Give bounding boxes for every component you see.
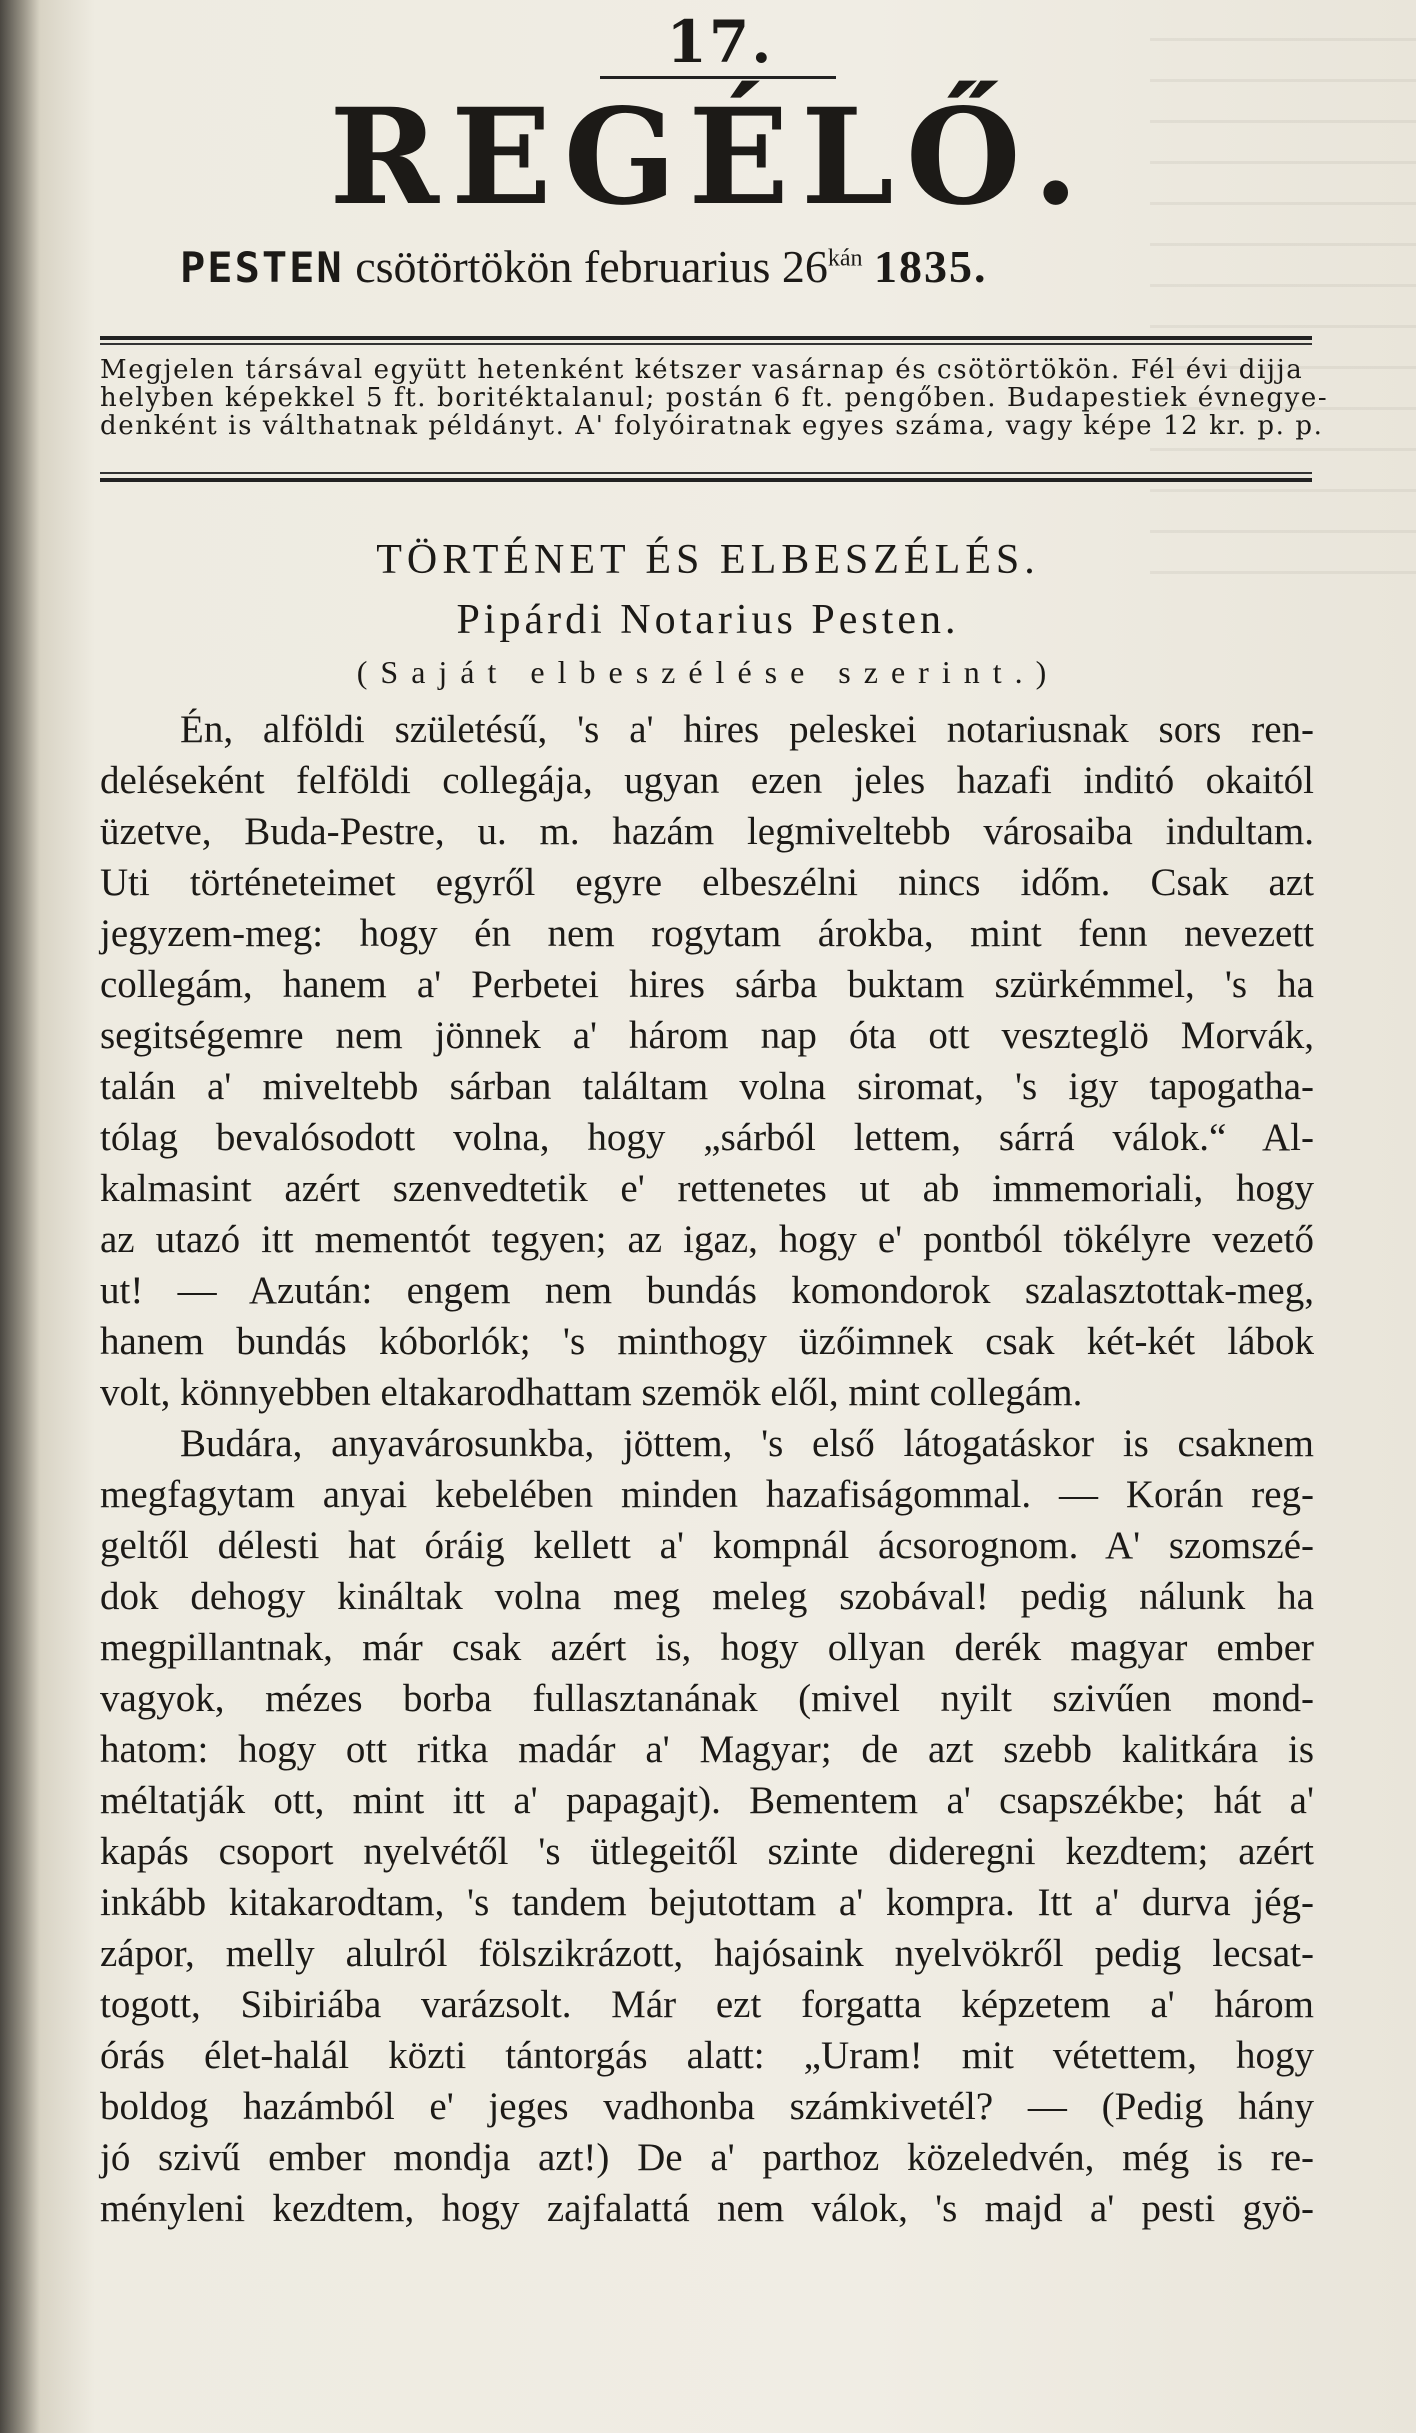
body-line: collegám, hanem a' Perbetei hires sárba buktam szürkémmel, 's ha: [100, 963, 1314, 1006]
body-line: deléseként felföldi collegája, ugyan ezen jeles hazafi inditó okaitól: [100, 759, 1314, 802]
header-rule-bottom: [100, 478, 1312, 482]
body-line: megfagytam anyai kebelében minden hazafiságommal. — Korán reg-: [100, 1473, 1314, 1516]
issue-rule: [600, 76, 836, 79]
page-gutter-shadow: [0, 0, 40, 2433]
body-line: volt, könnyebben eltakarodhattam szemök elől, mint collegám.: [100, 1371, 1083, 1414]
body-line: jegyzem-meg: hogy én nem rogytam árokba, mint fenn nevezett: [100, 912, 1314, 955]
body-line: Én, alföldi születésű, 's a' hires peleskei notariusnak sors ren-: [180, 708, 1314, 751]
body-line: az utazó itt mementót tegyen; az igaz, hogy e' pontból tökélyre vezető: [100, 1218, 1314, 1261]
notice-line: Megjelen társával együtt hetenként kétszer vasárnap és csötörtökön. Fél évi dijja: [100, 355, 1304, 385]
body-line: kapás csoport nyelvétől 's ütlegeitől szinte dideregni kezdtem; azért: [100, 1830, 1314, 1873]
body-line: togott, Sibiriába varázsolt. Már ezt forgatta képzetem a' három: [100, 1983, 1314, 2026]
body-line: megpillantnak, már csak azért is, hogy ollyan derék magyar ember: [100, 1626, 1314, 1669]
body-line: üzetve, Buda-Pestre, u. m. hazám legmiveltebb városaiba indultam.: [100, 810, 1314, 853]
body-line: méltatják ott, mint itt a' papagajt). Bementem a' csapszékbe; hát a': [100, 1779, 1314, 1822]
body-line: hatom: hogy ott ritka madár a' Magyar; de azt szebb kalitkára is: [100, 1728, 1314, 1771]
header-rule-top-thin: [100, 343, 1312, 345]
dateline-date: csötörtökön februarius 26: [355, 241, 828, 292]
body-line: dok dehogy kináltak volna meg meleg szobával! pedig nálunk ha: [100, 1575, 1314, 1618]
article-title: Pipárdi Notarius Pesten.: [456, 597, 960, 643]
body-line: vagyok, mézes borba fullasztanának (mivel nyilt szivűen mond-: [100, 1677, 1314, 1720]
notice-line: helyben képekkel 5 ft. boritéktalanul; postán 6 ft. pengőben. Budapestiek évnegye-: [100, 383, 1329, 413]
body-line: ut! — Azután: engem nem bundás komondorok szalasztottak-meg,: [100, 1269, 1314, 1312]
notice-line: denként is válthatnak példányt. A' folyóiratnak egyes száma, vagy képe 12 kr. p. p.: [100, 411, 1324, 441]
body-line: ményleni kezdtem, hogy zajfalattá nem válok, 's majd a' pesti gyö-: [100, 2187, 1314, 2230]
article-body: [100, 704, 1314, 2234]
section-title: TÖRTÉNET ÉS ELBESZÉLÉS.: [376, 537, 1040, 583]
body-line: Budára, anyavárosunkba, jöttem, 's első látogatáskor is csaknem: [180, 1422, 1314, 1465]
show-through-texture: [1150, 0, 1416, 600]
body-line: talán a' miveltebb sárban találtam volna siromat, 's igy tapogatha-: [100, 1065, 1314, 1108]
header-rule-top: [100, 336, 1312, 340]
body-line: boldog hazámból e' jeges vadhonba számkivetél? — (Pedig hány: [100, 2085, 1314, 2128]
dateline-year: 1835.: [874, 241, 988, 292]
body-line: kalmasint azért szenvedtetik e' rettenetes ut ab immemoriali, hogy: [100, 1167, 1314, 1210]
masthead-title: REGÉLŐ.: [329, 80, 1091, 235]
body-line: inkább kitakarodtam, 's tandem bejutottam a' kompra. Itt a' durva jég-: [100, 1881, 1314, 1924]
body-line: hanem bundás kóborlók; 's minthogy üzőimnek csak két-két lábok: [100, 1320, 1314, 1363]
body-line: Uti történeteimet egyről egyre elbeszélni nincs időm. Csak azt: [100, 861, 1314, 904]
header-rule-bottom-thin: [100, 472, 1312, 474]
body-line: órás élet-halál közti tántorgás alatt: „Uram! mit vétettem, hogy: [100, 2034, 1314, 2077]
dateline-date-suffix: kán: [827, 245, 863, 272]
dateline: [180, 240, 1310, 293]
body-line: geltől délesti hat óráig kellett a' kompnál ácsorognom. A' szomszé-: [100, 1524, 1314, 1567]
body-line: segitségemre nem jönnek a' három nap óta ott veszteglö Morvák,: [100, 1014, 1314, 1057]
body-line: tólag bevalósodott volna, hogy „sárból lettem, sárrá válok.“ Al-: [100, 1116, 1314, 1159]
issue-number: 17.: [666, 8, 774, 76]
dateline-city: PESTEN: [180, 243, 344, 292]
body-line: jó szivű ember mondja azt!) De a' parthoz közeledvén, még is re-: [100, 2136, 1314, 2179]
article-note: (Saját elbeszélése szerint.): [356, 654, 1060, 690]
body-line: zápor, melly alulról fölszikrázott, hajósaink nyelvökről pedig lecsat-: [100, 1932, 1314, 1975]
subscription-notice: [100, 355, 1329, 441]
